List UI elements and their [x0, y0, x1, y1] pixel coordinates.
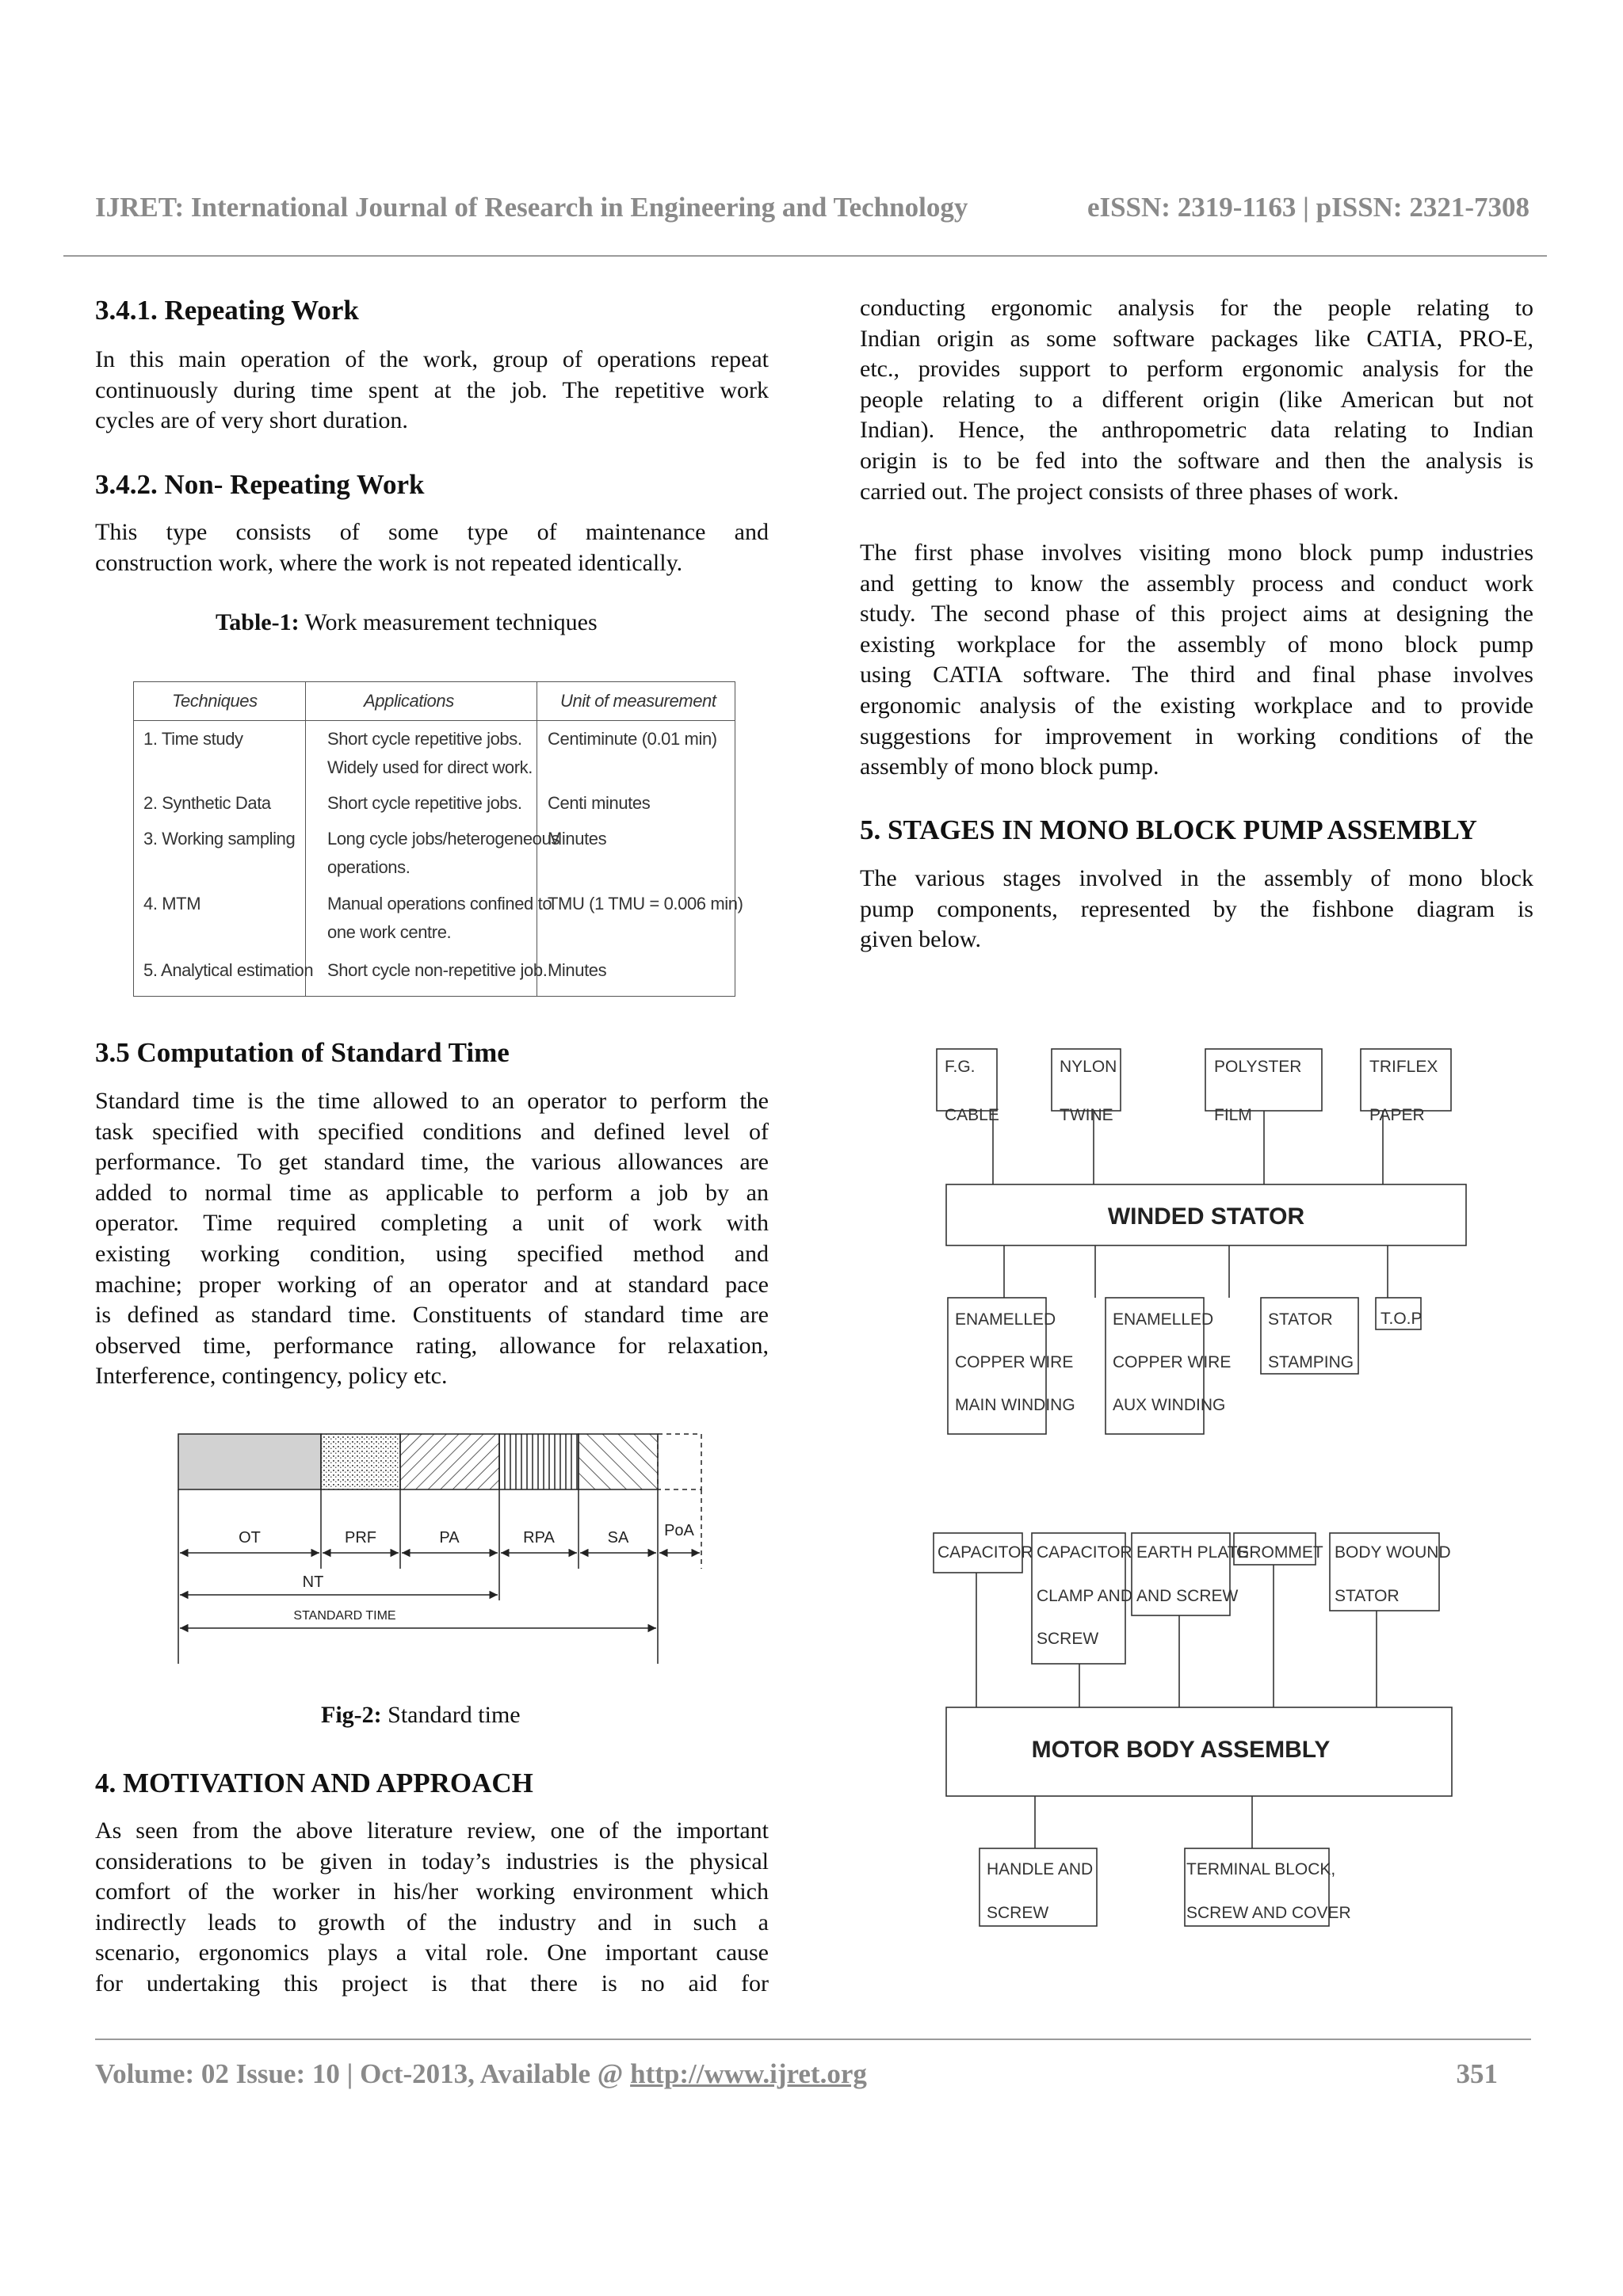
svg-text:AUX WINDING: AUX WINDING	[1113, 1396, 1226, 1414]
svg-text:AND SCREW: AND SCREW	[1136, 1587, 1239, 1605]
table-cell: operations.	[327, 857, 411, 877]
para-right-1: conducting ergonomic analysis for the people relating to Indian origin as some software packages like CATIA, PRO-E, etc., provides support to perform ergonomic analysis for the people relating to a different origin (like American but not Indian). Hence, the anthropometric data relating to Indian origin is to be fed into the software and then the analysis is carried out. The project consists of three phases of work.	[860, 295, 1533, 505]
para-3-4-1: In this main operation of the work, group of operations repeat continuously during time spent at the job. The repetitive work cycles are of very short duration.	[95, 346, 769, 434]
header-rule	[63, 255, 1547, 257]
svg-text:ENAMELLED: ENAMELLED	[955, 1310, 1056, 1329]
segment-sa	[579, 1434, 658, 1489]
table-cell: TMU (1 TMU = 0.006 min)	[548, 894, 743, 913]
heading-3-4-1: 3.4.1. Repeating Work	[95, 295, 359, 326]
journal-url-link[interactable]: http://www.ijret.org	[630, 2058, 867, 2089]
svg-text:STATOR: STATOR	[1268, 1310, 1333, 1329]
table-cell: Widely used for direct work.	[327, 757, 533, 777]
label-ot: OT	[239, 1529, 261, 1547]
table-cell: 1. Time study	[143, 729, 243, 749]
table-cell: Centi minutes	[548, 793, 651, 813]
svg-text:SCREW AND COVER: SCREW AND COVER	[1186, 1904, 1351, 1922]
svg-text:NYLON: NYLON	[1060, 1058, 1117, 1076]
svg-text:TRIFLEX: TRIFLEX	[1369, 1058, 1438, 1076]
table-cell: 4. MTM	[143, 894, 201, 913]
table-cell: Short cycle non-repetitive job.	[327, 960, 548, 980]
para-right-2: The first phase involves visiting mono block pump industries and getting to know the assembly process and conduct work study. The second phase of this project aims at designing the existing workplace for the assembly of mono block pump using CATIA software. The third and final phase involves ergonomic analysis of the existing workplace and to provide suggestions for improvement in working conditions of the assembly of mono block pump.	[860, 540, 1533, 780]
svg-text:SCREW: SCREW	[1037, 1630, 1099, 1648]
svg-text:CABLE: CABLE	[945, 1106, 999, 1124]
svg-text:TERMINAL BLOCK,: TERMINAL BLOCK,	[1186, 1860, 1336, 1878]
table-header: Applications	[364, 691, 454, 711]
svg-text:HANDLE AND: HANDLE AND	[987, 1860, 1094, 1878]
svg-text:POLYSTER: POLYSTER	[1214, 1058, 1302, 1076]
heading-5: 5. STAGES IN MONO BLOCK PUMP ASSEMBLY	[860, 814, 1477, 845]
volume-info: Volume: 02 Issue: 10 | Oct-2013, Available @ http://www.ijret.org	[95, 2058, 867, 2089]
table-header: Techniques	[172, 691, 258, 711]
table-cell: 5. Analytical estimation	[143, 960, 314, 980]
heading-3-5: 3.5 Computation of Standard Time	[95, 1037, 510, 1068]
table-header: Unit of measurement	[560, 691, 716, 711]
svg-text:BODY WOUND: BODY WOUND	[1335, 1543, 1451, 1562]
table-cell: Manual operations confined to	[327, 894, 552, 913]
standard-time-figure	[170, 1426, 709, 1672]
label-sa: SA	[607, 1529, 629, 1547]
table-cell: 2. Synthetic Data	[143, 793, 271, 813]
label-pa: PA	[439, 1529, 460, 1547]
svg-text:MAIN WINDING: MAIN WINDING	[955, 1396, 1075, 1414]
para-5: The various stages involved in the assembly of mono block pump components, represented by the fishbone diagram is given below.	[860, 865, 1533, 953]
table-cell: Short cycle repetitive jobs.	[327, 793, 522, 813]
segment-prf	[321, 1434, 400, 1489]
running-header	[95, 192, 1529, 223]
table-cell: Short cycle repetitive jobs.	[327, 729, 522, 749]
svg-text:CLAMP AND: CLAMP AND	[1037, 1587, 1132, 1605]
motor-body-assembly-label: MOTOR BODY ASSEMBLY	[1031, 1737, 1331, 1763]
table-cell: one work centre.	[327, 922, 452, 942]
page-number: 351	[1456, 2058, 1498, 2089]
label-standard-time: STANDARD TIME	[293, 1609, 396, 1623]
svg-text:PAPER: PAPER	[1369, 1106, 1425, 1124]
table-cell: Minutes	[548, 829, 607, 849]
label-prf: PRF	[345, 1529, 376, 1547]
fig2-caption: Fig-2: Standard time	[321, 1702, 521, 1728]
svg-text:ENAMELLED: ENAMELLED	[1113, 1310, 1214, 1329]
svg-text:COPPER WIRE: COPPER WIRE	[1113, 1353, 1232, 1371]
svg-text:TWINE: TWINE	[1060, 1106, 1113, 1124]
footer-rule	[95, 2039, 1531, 2040]
svg-text:FILM: FILM	[1214, 1106, 1252, 1124]
running-footer	[95, 2058, 1498, 2090]
svg-text:GROMMET: GROMMET	[1236, 1543, 1323, 1562]
svg-text:COPPER WIRE: COPPER WIRE	[955, 1353, 1074, 1371]
label-poa: PoA	[664, 1522, 694, 1539]
svg-text:STATOR: STATOR	[1335, 1587, 1400, 1605]
svg-text:SCREW: SCREW	[987, 1904, 1049, 1922]
table-cell: Centiminute (0.01 min)	[548, 729, 717, 749]
svg-text:CAPACITOR: CAPACITOR	[938, 1543, 1033, 1562]
table-cell: 3. Working sampling	[143, 829, 296, 849]
heading-4: 4. MOTIVATION AND APPROACH	[95, 1768, 533, 1798]
svg-text:T.O.P: T.O.P	[1381, 1310, 1423, 1328]
journal-title: IJRET: International Journal of Research in Engineering and Technology	[95, 192, 968, 223]
svg-text:STAMPING: STAMPING	[1268, 1353, 1354, 1371]
svg-text:CAPACITOR: CAPACITOR	[1037, 1543, 1132, 1562]
svg-text:EARTH PLATE: EARTH PLATE	[1136, 1543, 1249, 1562]
work-measurement-table	[133, 681, 743, 997]
table-caption: Table-1: Work measurement techniques	[216, 609, 598, 635]
winded-stator-diagram	[927, 1042, 1482, 1438]
motor-body-assembly-diagram	[927, 1525, 1482, 1937]
para-4: As seen from the above literature review, one of the important considerations to be given in today’s industries is the physical comfort of the worker in his/her working environment which indirectly leads to growth of the industry and in such a scenario, ergonomics plays a vital role. One important cause for undertaking this project is that there is no aid for	[95, 1817, 769, 1997]
label-rpa: RPA	[523, 1529, 555, 1547]
label-nt: NT	[302, 1573, 324, 1591]
segment-ot	[178, 1434, 321, 1489]
segment-poa	[658, 1434, 701, 1489]
para-3-4-2: This type consists of some type of maintenance and construction work, where the work is not repeated identically.	[95, 519, 769, 576]
winded-stator-label: WINDED STATOR	[1107, 1203, 1305, 1230]
issn: eISSN: 2319-1163 | pISSN: 2321-7308	[1086, 192, 1529, 223]
segment-rpa	[499, 1434, 579, 1489]
heading-3-4-2: 3.4.2. Non- Repeating Work	[95, 469, 425, 500]
table-cell: Long cycle jobs/heterogeneous	[327, 829, 559, 849]
table-cell: Minutes	[548, 960, 607, 980]
svg-text:F.G.: F.G.	[945, 1058, 976, 1076]
para-3-5: Standard time is the time allowed to an operator to perform the task specified with specified conditions and defined level of performance. To get standard time, the various allowances are added to normal time as applicable to perform a job by an operator. Time required completing a unit of work with existing working condition, using specified method and machine; proper working of an operator and at standard pace is defined as standard time. Constituents of standard time are observed time, performance rating, allowance for relaxation, Interference, contingency, policy etc.	[95, 1088, 769, 1390]
segment-pa	[400, 1434, 499, 1489]
